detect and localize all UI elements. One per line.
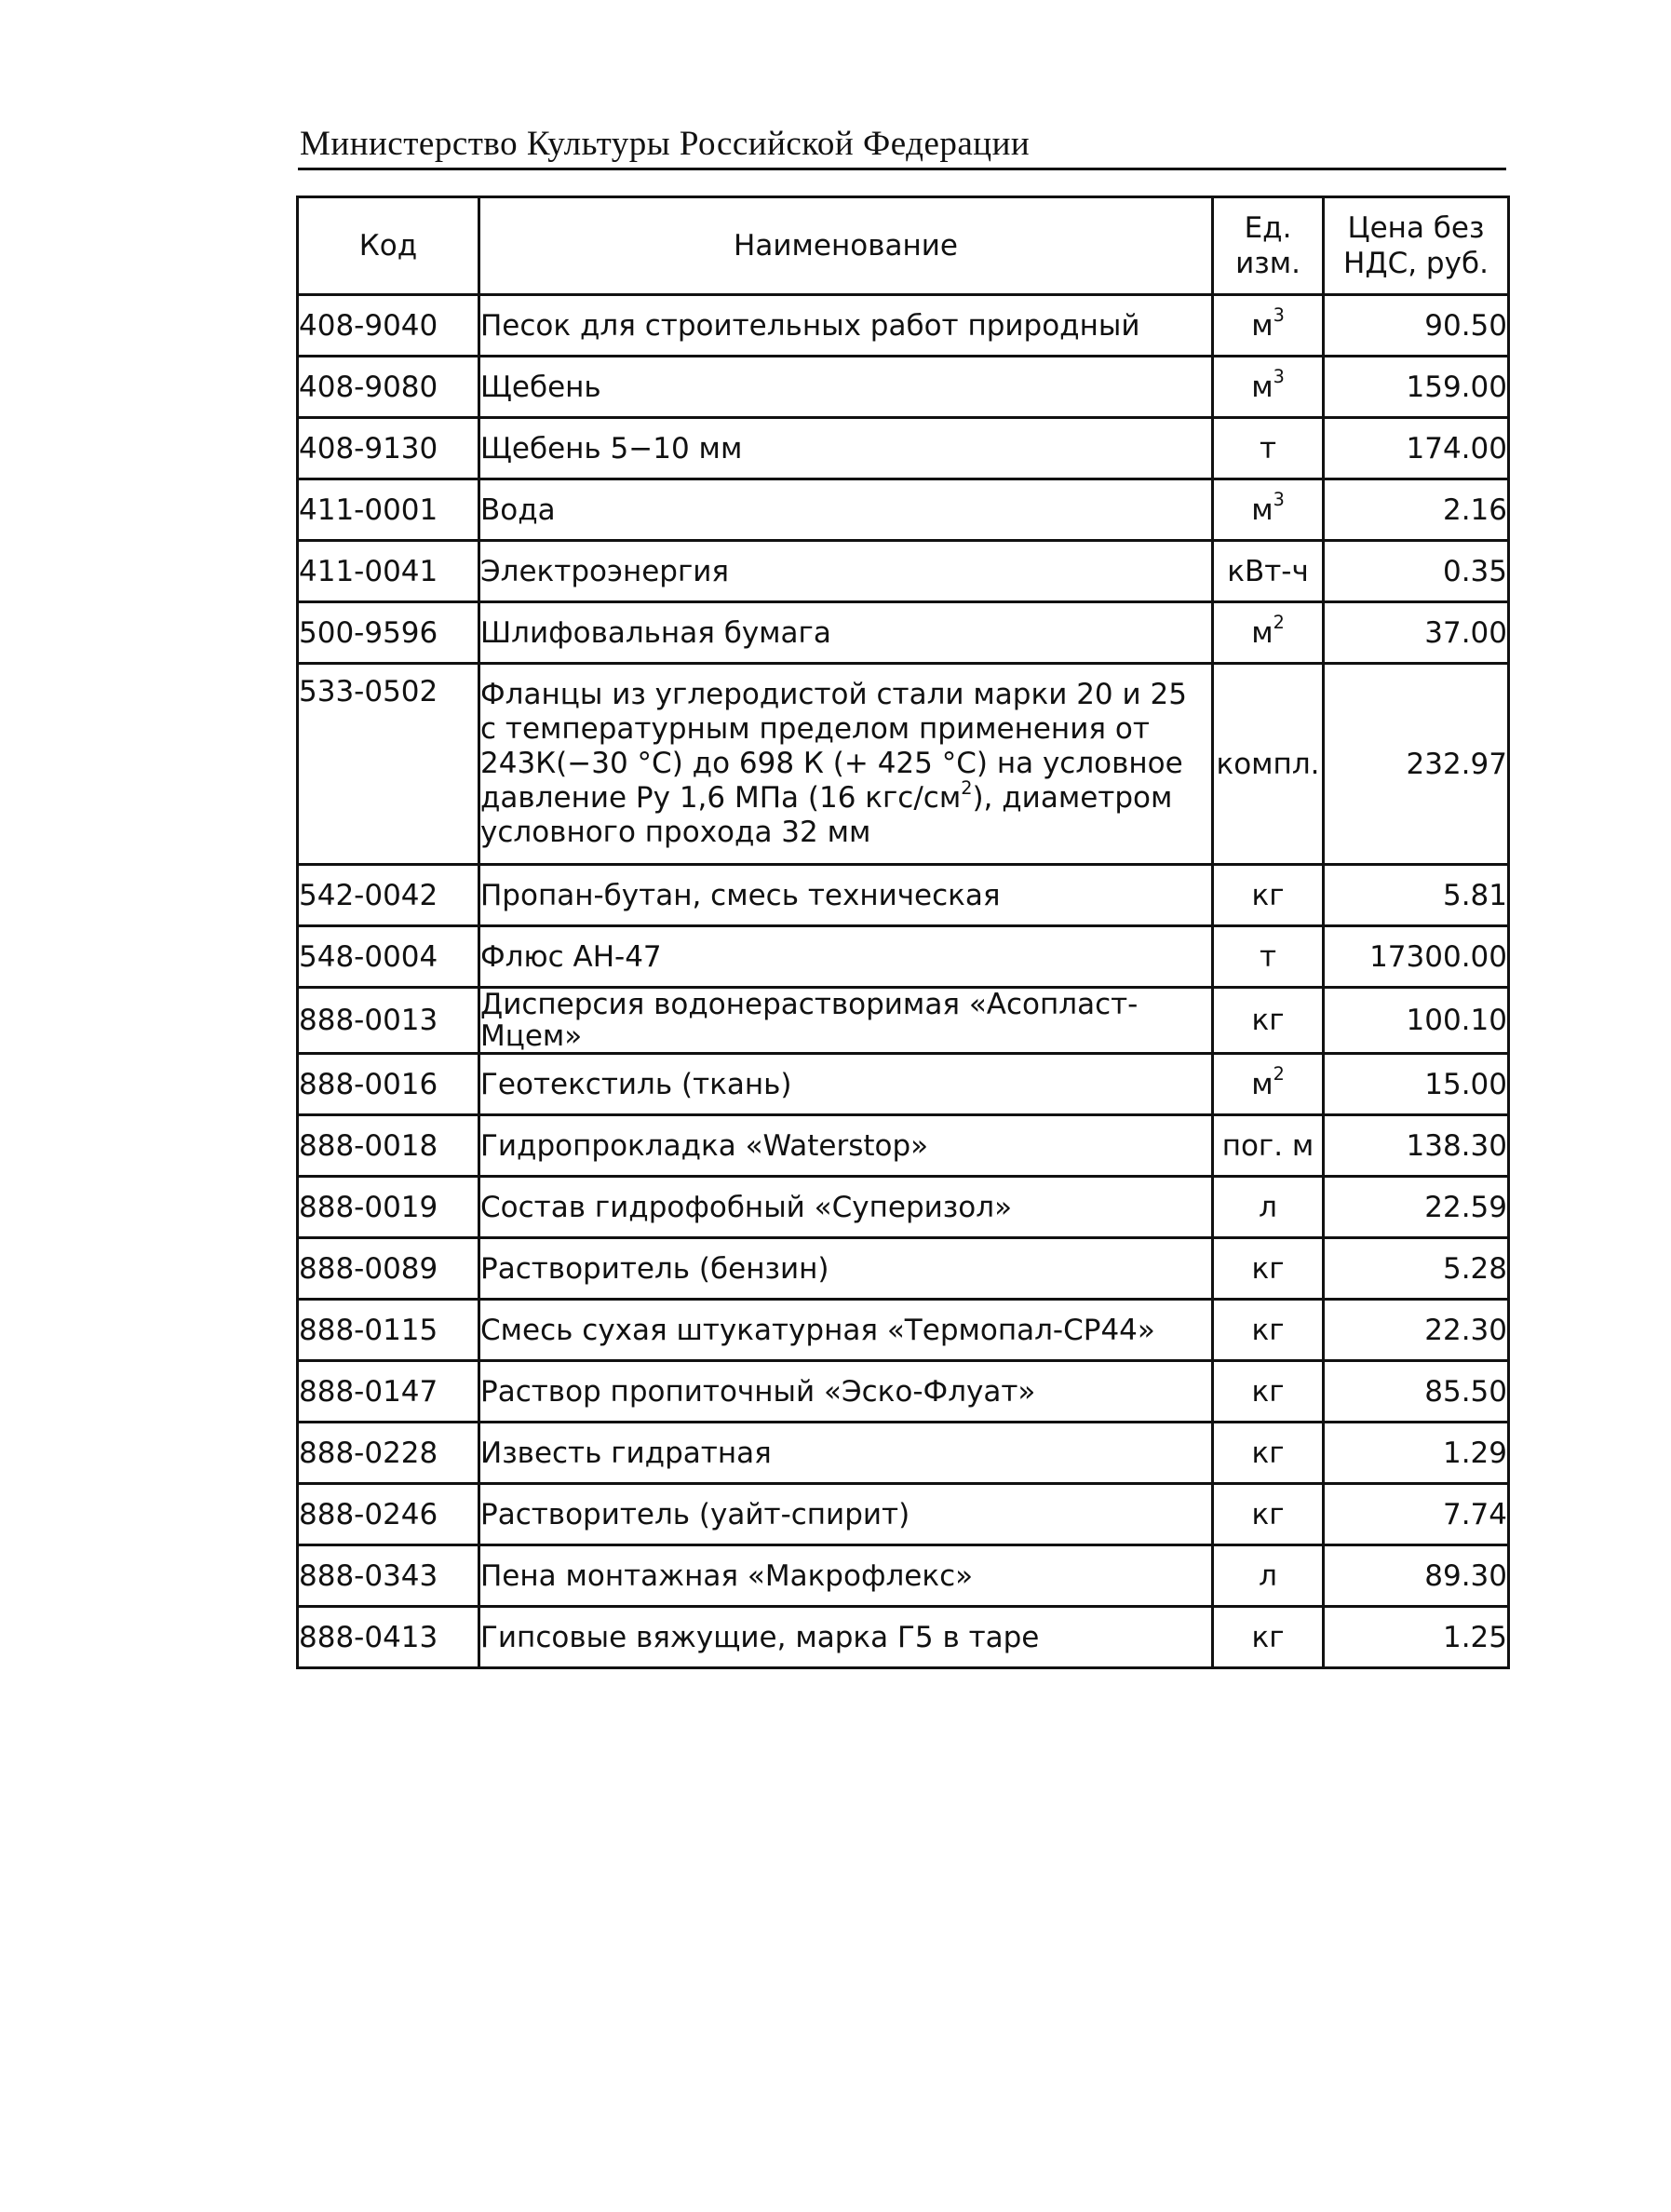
row-code: 888-0019 <box>298 1177 479 1238</box>
table-row <box>298 357 1509 418</box>
row-unit <box>1213 1238 1324 1300</box>
row-price: 17300.00 <box>1324 926 1509 988</box>
unit-text: м <box>1251 370 1273 404</box>
row-unit <box>1213 1300 1324 1361</box>
header-name: Наименование <box>479 197 1213 295</box>
row-unit <box>1213 602 1324 664</box>
table-row <box>298 1054 1509 1115</box>
unit-text: кг <box>1251 1620 1285 1654</box>
table-row <box>298 479 1509 541</box>
unit-superscript: 3 <box>1273 489 1285 511</box>
table-row <box>298 602 1509 664</box>
row-code: 888-0018 <box>298 1115 479 1177</box>
row-unit <box>1213 357 1324 418</box>
row-price: 5.81 <box>1324 865 1509 926</box>
table-row <box>298 1607 1509 1668</box>
row-unit <box>1213 418 1324 479</box>
row-unit <box>1213 1484 1324 1545</box>
row-name: Растворитель (бензин) <box>479 1238 1213 1300</box>
table-row <box>298 865 1509 926</box>
row-price: 7.74 <box>1324 1484 1509 1545</box>
row-code: 888-0147 <box>298 1361 479 1423</box>
row-code: 408-9130 <box>298 418 479 479</box>
row-code: 411-0041 <box>298 541 479 602</box>
row-name: Состав гидрофобный «Суперизол» <box>479 1177 1213 1238</box>
unit-text: кг <box>1251 878 1285 912</box>
row-price: 1.29 <box>1324 1423 1509 1484</box>
row-unit <box>1213 1054 1324 1115</box>
row-price: 232.97 <box>1324 664 1509 865</box>
row-name <box>479 664 1213 865</box>
row-code: 533-0502 <box>298 664 479 865</box>
row-name: Пропан-бутан, смесь техническая <box>479 865 1213 926</box>
unit-text: кВт-ч <box>1227 554 1309 588</box>
unit-text: кг <box>1251 1313 1285 1347</box>
unit-superscript: 3 <box>1273 366 1285 388</box>
row-name: Растворитель (уайт-спирит) <box>479 1484 1213 1545</box>
row-code: 542-0042 <box>298 865 479 926</box>
row-name: Смесь сухая штукатурная «Термопал-СР44» <box>479 1300 1213 1361</box>
row-unit <box>1213 1423 1324 1484</box>
unit-superscript: 2 <box>1273 612 1285 634</box>
unit-text: м <box>1251 492 1273 527</box>
unit-superscript: 2 <box>1273 1063 1285 1086</box>
unit-text: м <box>1251 615 1273 650</box>
price-table <box>296 196 1510 1669</box>
header-code: Код <box>298 197 479 295</box>
row-code: 888-0089 <box>298 1238 479 1300</box>
row-code: 888-0246 <box>298 1484 479 1545</box>
row-price: 22.30 <box>1324 1300 1509 1361</box>
row-price: 37.00 <box>1324 602 1509 664</box>
table-row <box>298 926 1509 988</box>
row-name: Флюс АН-47 <box>479 926 1213 988</box>
row-unit <box>1213 295 1324 357</box>
row-name: Геотекстиль (ткань) <box>479 1054 1213 1115</box>
header-price <box>1324 197 1509 295</box>
header-unit <box>1213 197 1324 295</box>
table-header-row <box>298 197 1509 295</box>
header-unit-line2: изм. <box>1235 247 1300 280</box>
row-code: 888-0115 <box>298 1300 479 1361</box>
row-price: 89.30 <box>1324 1545 1509 1607</box>
row-unit <box>1213 664 1324 865</box>
row-unit <box>1213 1361 1324 1423</box>
unit-text: пог. м <box>1221 1128 1314 1163</box>
row-price: 100.10 <box>1324 988 1509 1054</box>
unit-text: компл. <box>1216 747 1320 781</box>
table-row <box>298 1423 1509 1484</box>
row-unit <box>1213 926 1324 988</box>
row-code: 888-0016 <box>298 1054 479 1115</box>
row-code: 548-0004 <box>298 926 479 988</box>
table-row <box>298 1115 1509 1177</box>
row-code: 408-9040 <box>298 295 479 357</box>
header-unit-line1: Ед. <box>1244 211 1292 245</box>
table-row <box>298 988 1509 1054</box>
unit-text: кг <box>1251 1251 1285 1286</box>
page-header <box>298 119 1506 170</box>
header-price-line1: Цена без <box>1347 211 1485 245</box>
row-price: 0.35 <box>1324 541 1509 602</box>
table-row <box>298 1300 1509 1361</box>
row-code: 500-9596 <box>298 602 479 664</box>
unit-text: м <box>1251 308 1273 343</box>
row-unit <box>1213 1115 1324 1177</box>
row-code: 408-9080 <box>298 357 479 418</box>
row-name: Щебень <box>479 357 1213 418</box>
row-unit <box>1213 1607 1324 1668</box>
table-row <box>298 1484 1509 1545</box>
row-price: 138.30 <box>1324 1115 1509 1177</box>
table-row <box>298 664 1509 865</box>
row-code: 411-0001 <box>298 479 479 541</box>
row-price: 5.28 <box>1324 1238 1509 1300</box>
row-name: Песок для строительных работ природный <box>479 295 1213 357</box>
unit-text: кг <box>1251 1004 1285 1037</box>
row-price: 2.16 <box>1324 479 1509 541</box>
table-row <box>298 1545 1509 1607</box>
name-superscript: 2 <box>961 776 973 799</box>
unit-superscript: 3 <box>1273 304 1285 327</box>
row-unit <box>1213 479 1324 541</box>
table-row <box>298 1361 1509 1423</box>
unit-text: т <box>1259 431 1277 465</box>
header-price-line2: НДС, руб. <box>1343 247 1489 280</box>
unit-text: л <box>1259 1190 1277 1224</box>
row-unit <box>1213 1545 1324 1607</box>
table-row <box>298 295 1509 357</box>
row-name: Пена монтажная «Макрофлекс» <box>479 1545 1213 1607</box>
row-code: 888-0413 <box>298 1607 479 1668</box>
row-price: 15.00 <box>1324 1054 1509 1115</box>
row-unit <box>1213 988 1324 1054</box>
unit-text: кг <box>1251 1497 1285 1531</box>
unit-text: л <box>1259 1558 1277 1593</box>
row-code: 888-0013 <box>298 988 479 1054</box>
row-name: Гипсовые вяжущие, марка Г5 в таре <box>479 1607 1213 1668</box>
table-row <box>298 1238 1509 1300</box>
row-name: Шлифовальная бумага <box>479 602 1213 664</box>
row-name: Электроэнергия <box>479 541 1213 602</box>
name-text-part2: ), диаметром условного прохода 32 мм <box>480 781 1173 849</box>
row-name: Дисперсия водонерастворимая «Асопласт-Мцем» <box>479 988 1213 1054</box>
row-unit <box>1213 541 1324 602</box>
row-code: 888-0228 <box>298 1423 479 1484</box>
row-name: Известь гидратная <box>479 1423 1213 1484</box>
name-text-part1: Фланцы из углеродистой стали марки 20 и 25 с температурным пределом применения от 243К(−30 °С) до 698 К (+ 425 °С) на условное давление Ру 1,6 МПа (16 кгс/см <box>480 678 1187 815</box>
row-price: 90.50 <box>1324 295 1509 357</box>
header-title: Министерство Культуры Российской Федерации <box>300 125 1031 163</box>
row-unit <box>1213 1177 1324 1238</box>
row-price: 1.25 <box>1324 1607 1509 1668</box>
table-row <box>298 418 1509 479</box>
row-name: Вода <box>479 479 1213 541</box>
row-unit <box>1213 865 1324 926</box>
row-name: Раствор пропиточный «Эско-Флуат» <box>479 1361 1213 1423</box>
row-price: 174.00 <box>1324 418 1509 479</box>
row-price: 159.00 <box>1324 357 1509 418</box>
row-name: Щебень 5−10 мм <box>479 418 1213 479</box>
table-row <box>298 1177 1509 1238</box>
unit-text: кг <box>1251 1436 1285 1470</box>
row-code: 888-0343 <box>298 1545 479 1607</box>
unit-text: м <box>1251 1067 1273 1101</box>
table-row <box>298 541 1509 602</box>
unit-text: кг <box>1251 1374 1285 1409</box>
row-price: 85.50 <box>1324 1361 1509 1423</box>
row-name: Гидропрокладка «Waterstop» <box>479 1115 1213 1177</box>
unit-text: т <box>1259 939 1277 974</box>
row-price: 22.59 <box>1324 1177 1509 1238</box>
